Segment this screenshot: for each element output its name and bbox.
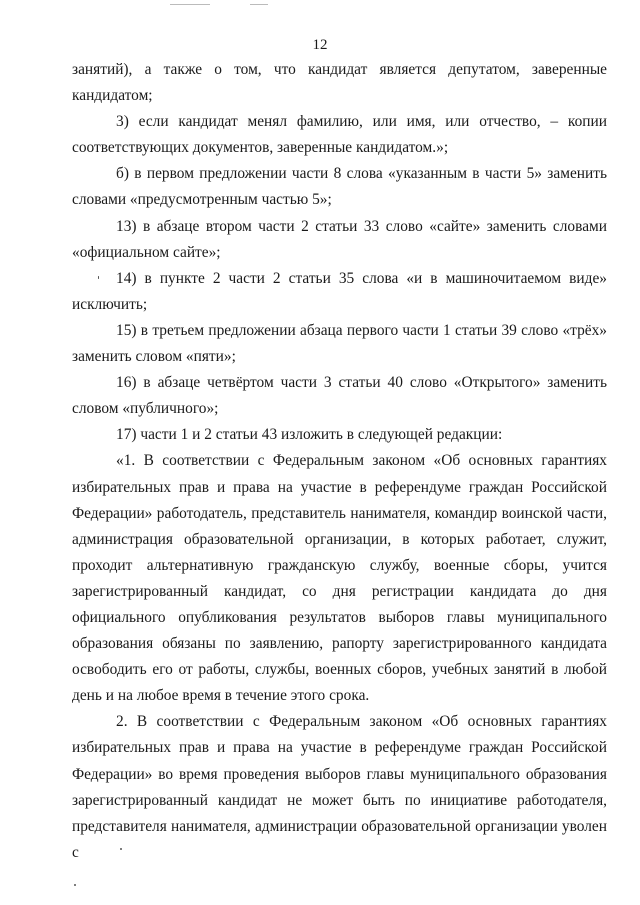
scan-speck <box>74 884 76 886</box>
paragraph: 3) если кандидат менял фамилию, или имя, или отчество, – копии соответствующих документов, заверенные кандидатом.»; <box>72 113 607 157</box>
document-body <box>72 57 607 866</box>
paragraph: б) в первом предложении части 8 слова «указанным в части 5» заменить словами «предусмотренным частью 5»; <box>72 165 607 209</box>
scan-speck <box>120 848 122 850</box>
paragraph: занятий), а также о том, что кандидат является депутатом, заверенные кандидатом; <box>72 61 607 105</box>
paragraph: 13) в абзаце втором части 2 статьи 33 слово «сайте» заменить словами «официальном сайте»; <box>72 217 607 261</box>
paragraph: «1. В соответствии с Федеральным законом «Об основных гарантиях избирательных прав и права на участие в референдуме граждан Российской Федерации» работодатель, представитель нанимателя, командир воинской части, администрация образовательной организации, в которых работает, служит, проходит альтернативную гражданскую службу, военные сборы, учится зарегистрированный кандидат, со дня регистрации кандидата до дня официального опубликования результатов выборов главы муниципального образования обязаны по заявлению, рапорту зарегистрированного кандидата освободить его от работы, службы, военных сборов, учебных занятий в любой день и на любое время в течение этого срока. <box>72 452 607 705</box>
scan-artifact <box>250 4 268 5</box>
page-number: 12 <box>312 37 328 53</box>
paragraph: 14) в пункте 2 части 2 статьи 35 слова «и в машиночитаемом виде» исключить; <box>72 269 607 313</box>
paragraph: 15) в третьем предложении абзаца первого части 1 статьи 39 слово «трёх» заменить словом «пяти»; <box>72 321 607 366</box>
scan-speck <box>98 276 99 279</box>
paragraph: 2. В соответствии с Федеральным законом «Об основных гарантиях избирательных прав и права на участие в референдуме граждан Российской Федерации» во время проведения выборов главы муниципального образования зарегистрированный кандидат не может быть по инициативе работодателя, представителя нанимателя, администрации образовательной организации уволен с <box>72 713 607 861</box>
paragraph: 17) части 1 и 2 статьи 43 изложить в следующей редакции: <box>116 426 503 444</box>
paragraph: 16) в абзаце четвёртом части 3 статьи 40 слово «Открытого» заменить словом «публичного»; <box>72 374 607 418</box>
scan-artifact <box>170 4 210 5</box>
